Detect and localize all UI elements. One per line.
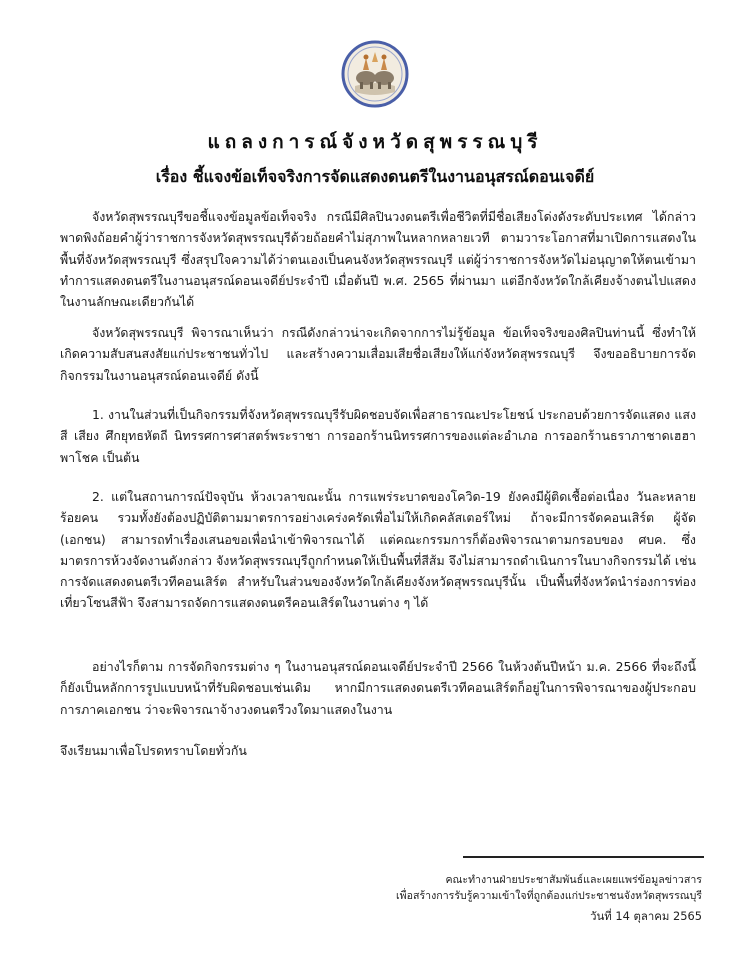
body-paragraph: 2. แต่ในสถานการณ์ปัจจุบัน ห้วงเวลาขณะนั้น การแพร่ระบาดของโควิด-19 ยังคงมีผู้ติดเชื้อต่อเนื่อง วันละหลายร้อยคน รวมทั้งยังต้องปฏิบัติตามมาตรการอย่างเคร่งครัดเพื่อไม่ให้เกิดคลัสเตอร์ใหม่ ถ้าจะมีการจัดคอนเสิร์ต ผู้จัด (เอกชน) สามารถทำเรื่องเสนอขอเพื่อนำเข้าพิจารณาได้ แต่คณะกรรมการก็ต้องพิจารณาตามกรอบของ ศบค. ซึ่งมาตรการห้วงจัดงานดังกล่าว จังหวัดสุพรรณบุรีถูกกำหนดให้เป็นพื้นที่สีส้ม จึงไม่สามารถดำเนินการในบางกิจกรรมได้ เช่น การจัดแสดงดนตรีเวทีคอนเสิร์ต สำหรับในส่วนของจังหวัดใกล้เคียงจังหวัดสุพรรณบุรีนั้น เป็นพื้นที่จังหวัดนำร่องการท่องเที่ยวโซนสีฟ้า จึงสามารถจัดการแสดงดนตรีคอนเสิร์ตในงานต่าง ๆ ได้: [60, 489, 696, 611]
provincial-seal-icon: [341, 40, 409, 108]
signature-divider: [463, 856, 704, 858]
body-paragraph: 1. งานในส่วนที่เป็นกิจกรรมที่จังหวัดสุพรรณบุรีรับผิดชอบจัดเพื่อสาธารณะประโยชน์ ประกอบด้วยการจัดแสดง แสง สี เสียง ศึกยุทธหัตถี นิทรรศการศาสตร์พระราชา การออกร้านนิทรรศการของแต่ละอำเภอ การออกร้านธราภาชาดเฮฮาพาโชค เป็นต้น: [60, 407, 696, 465]
announcement-date: วันที่ 14 ตุลาคม 2565: [590, 909, 702, 923]
announcement-subject: เรื่อง ชี้แจงข้อเท็จจริงการจัดแสดงดนตรีในงานอนุสรณ์ดอนเจดีย์: [155, 167, 595, 186]
body-paragraph: จังหวัดสุพรรณบุรี พิจารณาเห็นว่า กรณีดังกล่าวน่าจะเกิดจากการไม่รู้ข้อมูล ข้อเท็จจริงของศิลปินท่านนี้ ซึ่งทำให้เกิดความสับสนสงสัยแก่ประชาชนทั่วไป และสร้างความเสื่อมเสียชื่อเสียงให้แก่จังหวัดสุพรรณบุรี จึงขออธิบายการจัดกิจกรรมในงานอนุสรณ์ดอนเจดีย์ ดังนี้: [60, 325, 696, 383]
announcement-title: แถลงการณ์จังหวัดสุพรรณบุรี: [207, 131, 543, 153]
closing-statement: จึงเรียนมาเพื่อโปรดทราบโดยทั่วกัน: [60, 743, 247, 758]
signature-office: คณะทำงานฝ่ายประชาสัมพันธ์และเผยแพร่ข้อมูลข่าวสาร: [445, 874, 702, 886]
signature-purpose: เพื่อสร้างการรับรู้ความเข้าใจที่ถูกต้องแก่ประชาชนจังหวัดสุพรรณบุรี: [396, 890, 702, 902]
body-paragraph: จังหวัดสุพรรณบุรีขอชี้แจงข้อมูลข้อเท็จจริง กรณีมีศิลปินวงดนตรีเพื่อชีวิตที่มีชื่อเสียงโด่งดังระดับประเทศ ได้กล่าวพาดพิงถ้อยคำผู้ว่าราชการจังหวัดสุพรรณบุรีด้วยถ้อยคำไม่สุภาพในหลากหลายเวที ตามวาระโอกาสที่มาเปิดการแสดงในพื้นที่จังหวัดสุพรรณบุรี ซึ่งสรุปใจความได้ว่าตนเองเป็นคนจังหวัดสุพรรณบุรี แต่ผู้ว่าราชการจังหวัดไม่อนุญาตให้ตนเข้ามาทำการแสดงดนตรีในงานอนุสรณ์ดอนเจดีย์ประจำปี เมื่อต้นปี พ.ศ. 2565 ที่ผ่านมา แต่อีกจังหวัดใกล้เคียงจ้างตนไปแสดงในงานลักษณะเดียวกันได้: [60, 209, 696, 310]
body-paragraph: อย่างไรก็ตาม การจัดกิจกรรมต่าง ๆ ในงานอนุสรณ์ดอนเจดีย์ประจำปี 2566 ในห้วงต้นปีหน้า ม.ค. 2566 ที่จะถึงนี้ ก็ยังเป็นหลักการรูปแบบหน้าที่รับผิดชอบเช่นเดิม หากมีการแสดงดนตรีเวทีคอนเสิร์ตก็อยู่ในการพิจารณาของผู้ประกอบการภาคเอกชน ว่าจะพิจารณาจ้างวงดนตรีวงใดมาแสดงในงาน: [60, 659, 696, 717]
